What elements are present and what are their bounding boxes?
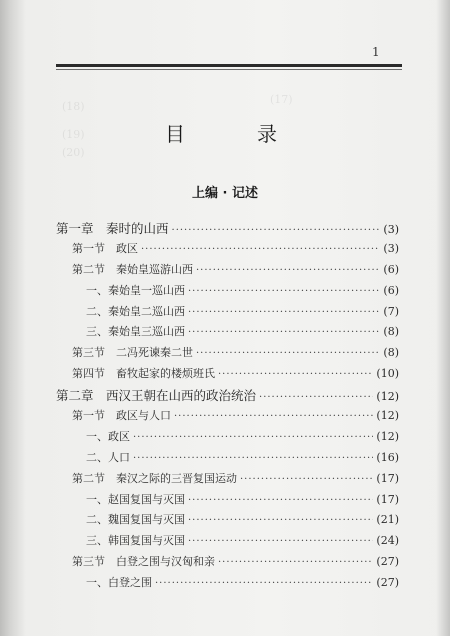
toc-leader-dots — [218, 557, 373, 568]
toc-entry — [56, 574, 399, 595]
toc-leader-dots — [218, 369, 373, 380]
toc-entry — [56, 407, 399, 428]
toc-entry-label: 一、白登之围 — [86, 576, 152, 590]
toc-entry-label: 第二章 西汉王朝在山西的政治统治 — [56, 388, 257, 404]
header-rule — [56, 64, 402, 67]
toc-entry-label: 第一节 政区与人口 — [72, 409, 171, 423]
toc-entry-page: (12) — [376, 390, 399, 404]
toc-entry — [56, 470, 399, 491]
toc-entry-label: 第三节 白登之围与汉匈和亲 — [72, 555, 215, 569]
toc-entry — [56, 449, 399, 470]
toc-leader-dots — [133, 453, 373, 464]
toc-entry — [56, 365, 399, 386]
toc-entry — [56, 532, 399, 553]
toc-leader-dots — [188, 327, 380, 338]
bleed-through-text: (20) — [62, 146, 85, 159]
toc-entry-page: (17) — [376, 471, 399, 485]
toc-leader-dots — [188, 307, 380, 318]
toc-entry — [56, 303, 399, 324]
toc-entry-page: (6) — [383, 283, 399, 297]
toc-list — [56, 219, 399, 595]
toc-entry-page: (8) — [383, 325, 399, 339]
header-rule-thin — [56, 69, 402, 70]
toc-entry-label: 二、人口 — [86, 450, 130, 464]
toc-entry-page: (12) — [376, 409, 399, 423]
toc-leader-dots — [259, 392, 373, 403]
toc-leader-dots — [240, 474, 373, 485]
toc-entry — [56, 491, 399, 512]
toc-entry-page: (10) — [376, 367, 399, 381]
toc-leader-dots — [133, 432, 373, 443]
bleed-through-text: (18) — [62, 100, 85, 113]
toc-entry-label: 一、赵国复国与灭国 — [86, 492, 185, 506]
toc-entry-page: (17) — [376, 492, 399, 506]
toc-leader-dots — [196, 265, 380, 276]
toc-leader-dots — [188, 536, 373, 547]
toc-entry-page: (6) — [383, 262, 399, 276]
toc-entry — [56, 240, 399, 261]
toc-entry-label: 三、秦始皇三巡山西 — [86, 325, 185, 339]
toc-entry-label: 第一节 政区 — [72, 241, 138, 255]
toc-entry-label: 一、政区 — [86, 429, 130, 443]
toc-entry — [56, 323, 399, 344]
toc-entry-page: (7) — [383, 304, 399, 318]
toc-entry-label: 第二节 秦汉之际的三晋复国运动 — [72, 471, 237, 485]
toc-entry — [56, 219, 399, 240]
toc-entry-page: (3) — [383, 223, 399, 236]
page-edge-shadow — [436, 0, 450, 636]
toc-entry — [56, 428, 399, 449]
toc-entry-page: (24) — [376, 534, 399, 548]
toc-leader-dots — [188, 286, 380, 297]
toc-title: 目 录 — [165, 122, 303, 146]
toc-entry-label: 第一章 秦时的山西 — [56, 221, 169, 236]
toc-leader-dots — [196, 348, 380, 359]
toc-entry — [56, 344, 399, 365]
toc-entry-page: (27) — [376, 555, 399, 569]
toc-leader-dots — [188, 515, 373, 526]
bleed-through-text: (17) — [270, 93, 293, 106]
toc-leader-dots — [188, 495, 373, 506]
toc-entry-page: (8) — [383, 346, 399, 360]
toc-entry — [56, 282, 399, 303]
toc-entry-label: 二、秦始皇二巡山西 — [86, 304, 185, 318]
toc-entry-page: (16) — [376, 450, 399, 464]
section-heading: 上编 · 记述 — [192, 186, 258, 201]
toc-entry — [56, 511, 399, 532]
toc-entry — [56, 553, 399, 574]
toc-entry-label: 一、秦始皇一巡山西 — [86, 283, 185, 297]
toc-entry — [56, 261, 399, 282]
toc-leader-dots — [172, 225, 381, 236]
toc-leader-dots — [141, 244, 380, 255]
toc-entry-label: 第四节 畜牧起家的楼烦班氏 — [72, 367, 215, 381]
toc-entry-label: 第二节 秦始皇巡游山西 — [72, 262, 193, 276]
toc-entry-page: (12) — [376, 429, 399, 443]
toc-entry-label: 第三节 二冯死谏秦二世 — [72, 346, 193, 360]
toc-entry-page: (21) — [376, 513, 399, 527]
toc-entry-page: (27) — [376, 576, 399, 590]
toc-entry-label: 二、魏国复国与灭国 — [86, 513, 185, 527]
toc-leader-dots — [155, 578, 373, 589]
page-number: 1 — [372, 45, 380, 59]
toc-entry-page: (3) — [383, 241, 399, 255]
bleed-through-text: (19) — [62, 128, 85, 141]
toc-leader-dots — [174, 411, 373, 422]
toc-entry — [56, 386, 399, 407]
toc-entry-label: 三、韩国复国与灭国 — [86, 534, 185, 548]
